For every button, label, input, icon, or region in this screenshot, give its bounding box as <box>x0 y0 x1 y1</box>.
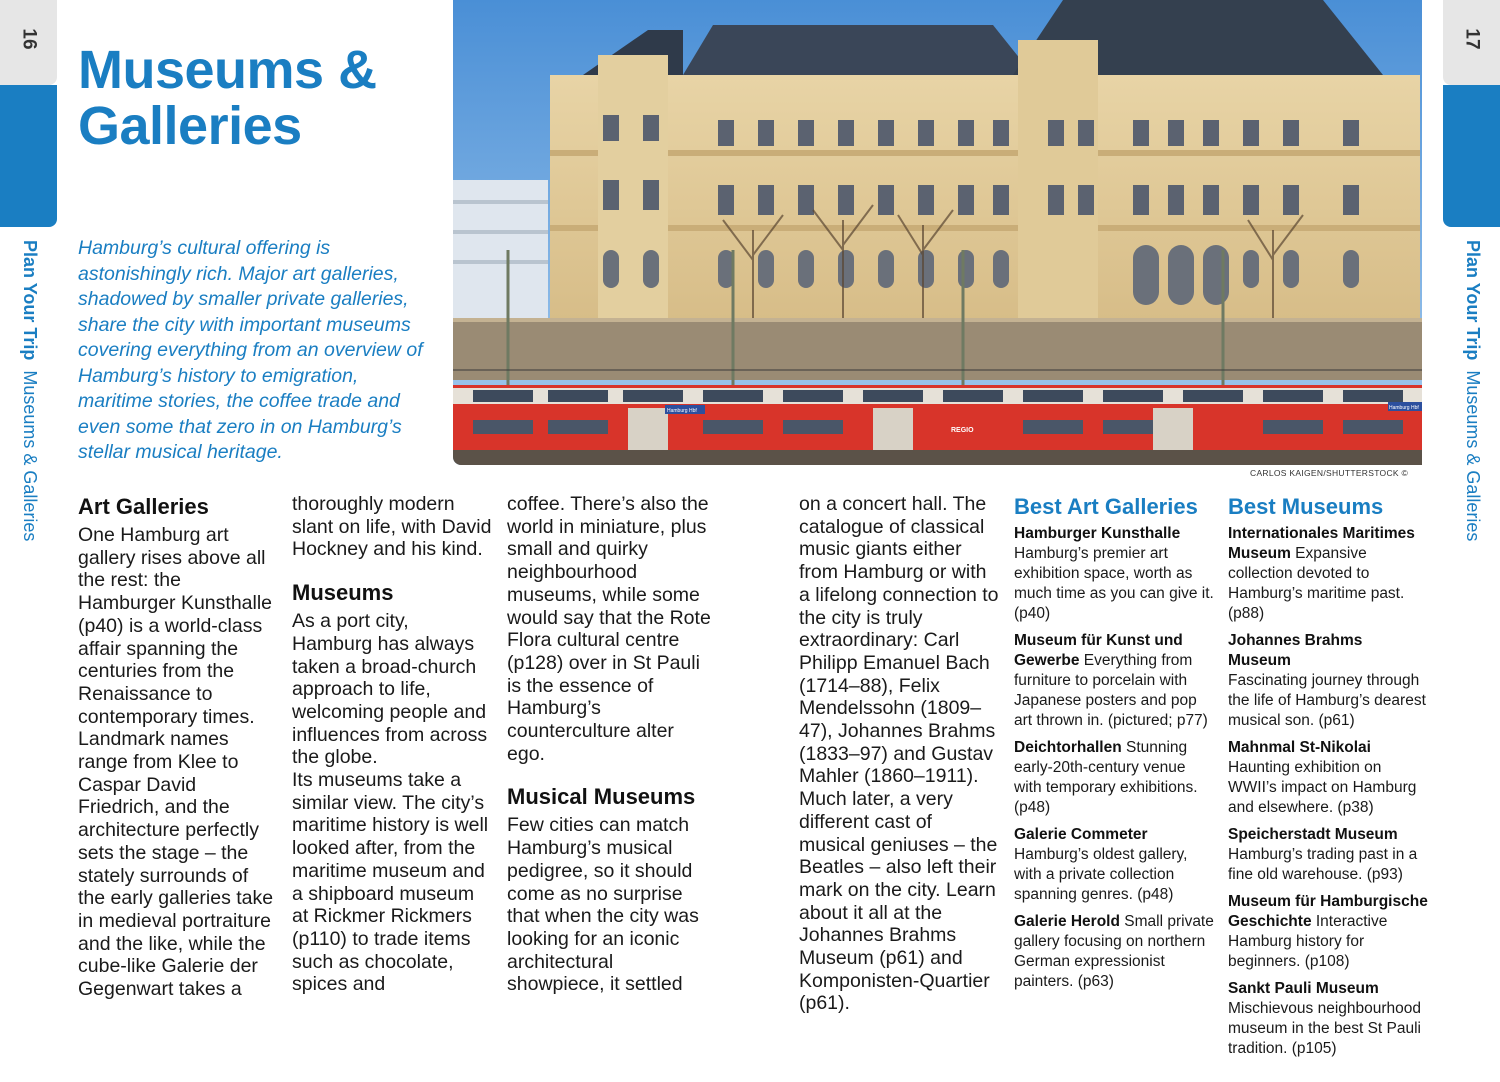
list-item <box>1228 631 1428 731</box>
list-item <box>1228 825 1428 885</box>
item-name: Hamburger Kunsthalle <box>1014 525 1181 542</box>
item-desc: Mischievous neighbourhood museum in the best St Pauli tradition. (p105) <box>1228 1000 1422 1057</box>
page-number-tab <box>0 0 57 85</box>
left-page-number: 16 <box>18 28 40 50</box>
train-logo-text: REGIO <box>951 427 974 434</box>
item-name: Museum für Hamburgische Geschichte <box>1228 893 1428 930</box>
item-name: Galerie Herold <box>1014 913 1120 930</box>
item-desc: Fascinating journey through the life of Hamburg’s dearest musical son. (p61) <box>1228 672 1426 729</box>
station-sign-text: Hamburg Hbf <box>667 408 697 414</box>
left-section-label <box>19 240 40 541</box>
art-galleries-continued: thoroughly modern slant on life, with David Hockney and his kind. <box>292 493 492 561</box>
hero-photo <box>453 0 1422 465</box>
list-item <box>1228 738 1428 818</box>
column-2 <box>292 493 492 996</box>
item-name: Galerie Commeter <box>1014 826 1148 843</box>
list-item <box>1014 738 1214 818</box>
best-art-heading: Best Art Galleries <box>1014 494 1198 519</box>
section-color-tab <box>0 85 57 227</box>
column-3 <box>507 493 712 996</box>
museums-text-2: Its museums take a similar view. The city’s maritime history is well looked after, from the maritime museum and a shipboard museum at Rickmer Rickmers (p110) to trade items such as chocolate, spices and <box>292 769 489 996</box>
item-desc: Expansive collection devoted to Hamburg’s maritime past. (p88) <box>1228 545 1405 622</box>
list-item <box>1228 524 1428 624</box>
musical-museums-continued: on a concert hall. The catalogue of classical music giants either from Hamburg or with a lifelong connection to the city is truly extraordinary: Carl Philipp Emanuel Bach (1714–88), Felix Mendelssohn (1809–47), Johannes Brahms (1833–97) and Gustav Mahler (1860–1911). Much later, a very different cast of musical geniuses – the Beatles – also left their mark on the city. Learn about it all at the Johannes Brahms Museum (p61) and Komponisten-Quartier (p61). <box>799 493 999 1015</box>
section-label: Plan Your Trip <box>20 240 40 361</box>
item-desc: Stunning early-20th-century venue with temporary exhibitions. (p48) <box>1014 739 1198 816</box>
column-1 <box>78 493 278 1001</box>
photo-credit: CARLOS KAIGEN/SHUTTERSTOCK © <box>1250 468 1409 478</box>
section-label: Plan Your Trip <box>1463 240 1483 361</box>
musical-museums-heading: Musical Museums <box>507 784 696 810</box>
page-title: Museums & Galleries <box>78 40 377 156</box>
item-name: Johannes Brahms Museum <box>1228 632 1363 669</box>
intro-text: Hamburg’s cultural offering is astonishingly rich. Major art galleries, shadowed by smaller private galleries, share the city with important museums covering everything from an overview of Hamburg’s history to emigration, maritime stories, the coffee trade and even some that zero in on Hamburg’s stellar musical heritage. <box>78 237 423 463</box>
museums-continued: coffee. There’s also the world in miniature, plus small and quirky neighbourhood museums, while some would say that the Rote Flora cultural centre (p128) over in St Pauli is the essence of Hamburg’s counterculture alter ego. <box>507 493 711 765</box>
station-sign-text: Hamburg Hbf <box>1389 405 1419 411</box>
item-desc: Hamburg’s oldest gallery, with a private collection spanning genres. (p48) <box>1014 846 1188 903</box>
right-page-number: 17 <box>1461 28 1483 50</box>
list-item <box>1228 892 1428 972</box>
column-4 <box>799 493 999 1015</box>
list-item <box>1228 979 1428 1059</box>
item-name: Museum für Kunst und Gewerbe <box>1014 632 1183 669</box>
item-name: Deichtorhallen <box>1014 739 1122 756</box>
section-sub: Museums & Galleries <box>1463 370 1483 542</box>
building-illustration <box>453 0 1422 465</box>
list-item <box>1014 631 1214 731</box>
best-art-galleries-box <box>1014 493 1214 999</box>
item-name: Internationales Maritimes Museum <box>1228 525 1415 562</box>
museums-heading: Museums <box>292 580 394 606</box>
item-desc: Haunting exhibition on WWII’s impact on Hamburg and elsewhere. (p38) <box>1228 759 1417 816</box>
item-name: Sankt Pauli Museum <box>1228 980 1379 997</box>
section-color-tab <box>1443 85 1500 227</box>
art-galleries-heading: Art Galleries <box>78 494 209 519</box>
list-item <box>1014 524 1214 624</box>
list-item <box>1014 912 1214 992</box>
item-name: Speicherstadt Museum <box>1228 826 1398 843</box>
item-desc: Everything from furniture to porcelain with Japanese posters and pop art thrown in. (pictured; p77) <box>1014 652 1208 729</box>
museums-text-1: As a port city, Hamburg has always taken a broad-church approach to life, welcoming people and influences from across the globe. <box>292 610 488 769</box>
musical-museums-text: Few cities can match Hamburg’s musical pedigree, so it should come as no surprise that when the city was looking for an iconic architectural showpiece, it settled <box>507 814 699 996</box>
left-side-tab <box>0 0 57 1082</box>
item-desc: Hamburg’s trading past in a fine old warehouse. (p93) <box>1228 846 1418 883</box>
page-number-tab <box>1443 0 1500 85</box>
item-desc: Small private gallery focusing on northern German expressionist painters. (p63) <box>1014 913 1214 990</box>
right-section-label <box>1462 240 1483 541</box>
list-item <box>1014 825 1214 905</box>
section-sub: Museums & Galleries <box>20 370 40 542</box>
item-desc: Interactive Hamburg history for beginners. (p108) <box>1228 913 1388 970</box>
item-name: Mahnmal St-Nikolai <box>1228 739 1371 756</box>
best-museums-heading: Best Museums <box>1228 494 1384 519</box>
item-desc: Hamburg’s premier art exhibition space, worth as much time as you can give it. (p40) <box>1014 545 1214 622</box>
art-galleries-text: One Hamburg art gallery rises above all the rest: the Hamburger Kunsthalle (p40) is a world-class affair spanning the centuries from the Renaissance to contemporary times. Landmark names range from Klee to Caspar David Friedrich, and the architecture perfectly sets the stage – the stately surrounds of the early galleries take in medieval portraiture and the like, while the cube-like Galerie der Gegenwart takes a <box>78 524 274 1001</box>
best-museums-box <box>1228 493 1428 1066</box>
right-side-tab <box>1443 0 1500 1082</box>
